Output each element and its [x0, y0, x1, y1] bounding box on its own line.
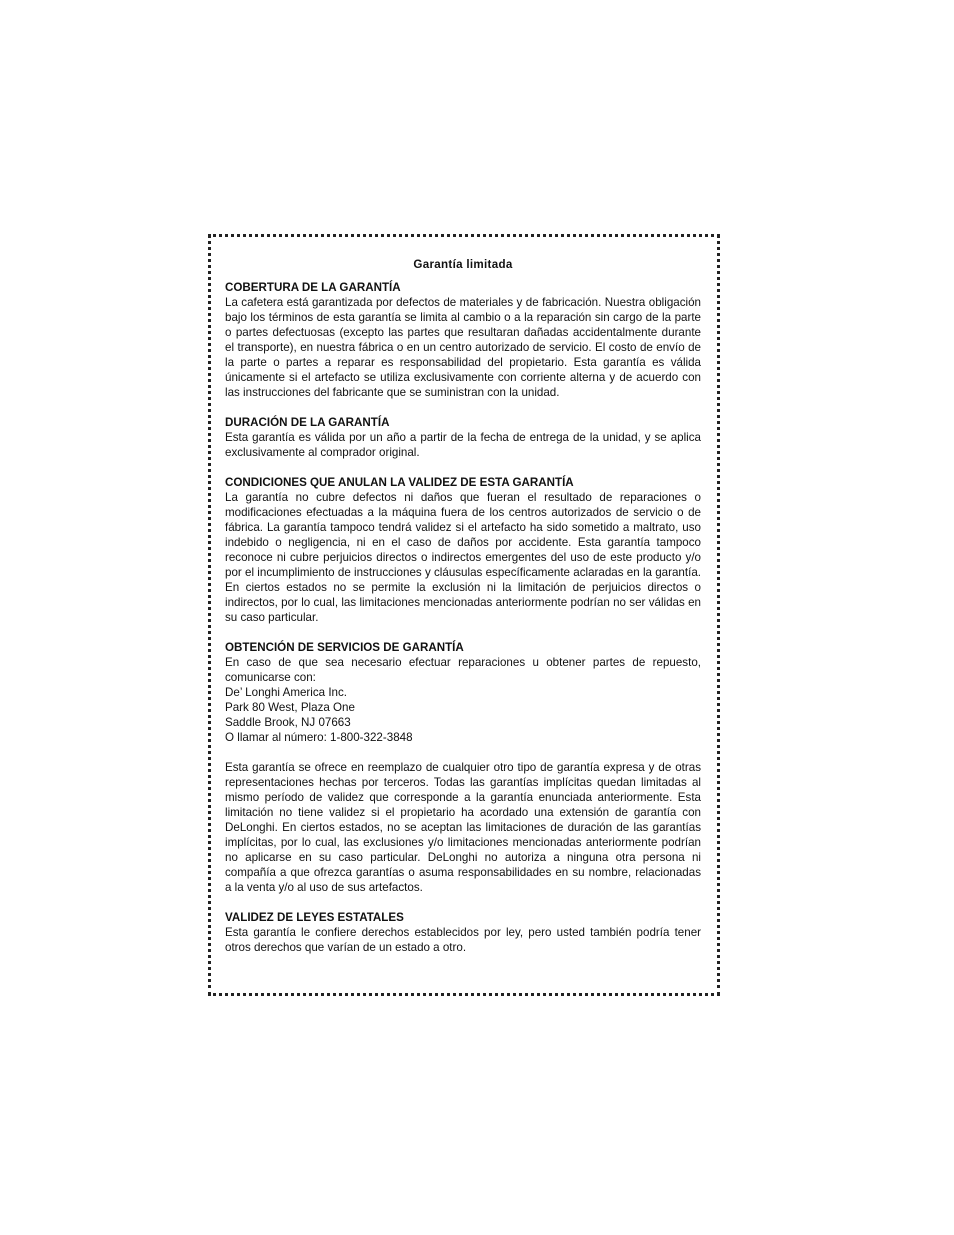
section-text: La cafetera está garantizada por defectos de materiales y de fabricación. Nuestra obligación bajo los términos de esta garantía se limita al cambio o a la reparación sin cargo de la parte o partes defectuosas (excepto las partes que resultaran dañadas accidentalmente durante el transporte), en nuestra fábrica o en un centro autorizado de servicio. El costo de envío de la parte o partes a reparar es responsabilidad del propietario. Esta garantía es válida únicamente si el artefacto se utiliza exclusivamente con corriente alterna y de acuerdo con las instrucciones del fabricante que se suministran con la unidad. [225, 296, 701, 399]
section-heading: VALIDEZ DE LEYES ESTATALES [225, 911, 404, 924]
section-obtaining-service [225, 640, 701, 745]
section-text: La garantía no cubre defectos ni daños que fueran el resultado de reparaciones o modificaciones efectuadas a la máquina fuera de los centros autorizados de servicio o de fábrica. La garantía tampoco tendrá validez si el artefacto ha sido sometido a maltrato, uso indebido o negligencia, ni en el caso de daños por accidente. Esta garantía tampoco reconoce ni cubre perjuicios directos o indirectos emergentes del uso de este producto y/o por el incumplimiento de instrucciones y cláusulas específicamente aclaradas en la garantía. En ciertos estados no se permite la exclusión ni la limitación de perjuicios directos o indirectos, por lo cual, las limitaciones mencionadas anteriormente podrían no ser válidas en su caso particular. [225, 491, 701, 624]
section-heading: COBERTURA DE LA GARANTÍA [225, 281, 401, 294]
section-text: Esta garantía se ofrece en reemplazo de cualquier otro tipo de garantía expresa y de otras representaciones hechas por terceros. Todas las garantías implícitas quedan limitadas al mismo período de validez que corresponde a la garantía enunciada anteriormente. Esta limitación no tiene validez si el propietario ha acordado una extensión de garantía con DeLonghi. En ciertos estados, no se aceptan las limitaciones de duración de las garantías implícitas, por lo cual, las exclusiones y/o limitaciones mencionadas anteriormente podrían no aplicarse en su caso particular. DeLonghi no autoriza a ninguna otra persona ni compañía a que ofrezca garantías o asuma responsabilidades en su nombre, relacionadas a la venta y/o al uso de sus artefactos. [225, 761, 701, 894]
contact-company: De’ Longhi America Inc. [225, 686, 348, 699]
contact-phone: O llamar al número: 1-800-322-3848 [225, 731, 413, 744]
warranty-box [208, 234, 720, 996]
section-text: Esta garantía le confiere derechos establecidos por ley, pero usted también podría tener otros derechos que varían de un estado a otro. [225, 926, 701, 954]
section-void-conditions [225, 475, 701, 625]
section-duration [225, 415, 701, 460]
section-implied-warranties [225, 760, 701, 895]
section-coverage [225, 280, 701, 400]
section-heading: CONDICIONES QUE ANULAN LA VALIDEZ DE ESTA GARANTÍA [225, 476, 574, 489]
section-text: En caso de que sea necesario efectuar reparaciones u obtener partes de repuesto, comunicarse con: [225, 656, 701, 684]
section-heading: DURACIÓN DE LA GARANTÍA [225, 416, 390, 429]
section-text: Esta garantía es válida por un año a partir de la fecha de entrega de la unidad, y se aplica exclusivamente al comprador original. [225, 431, 701, 459]
document-title: Garantía limitada [413, 258, 513, 271]
contact-street: Park 80 West, Plaza One [225, 701, 355, 714]
section-heading: OBTENCIÓN DE SERVICIOS DE GARANTÍA [225, 641, 464, 654]
section-state-laws [225, 910, 701, 955]
contact-city: Saddle Brook, NJ 07663 [225, 716, 351, 729]
